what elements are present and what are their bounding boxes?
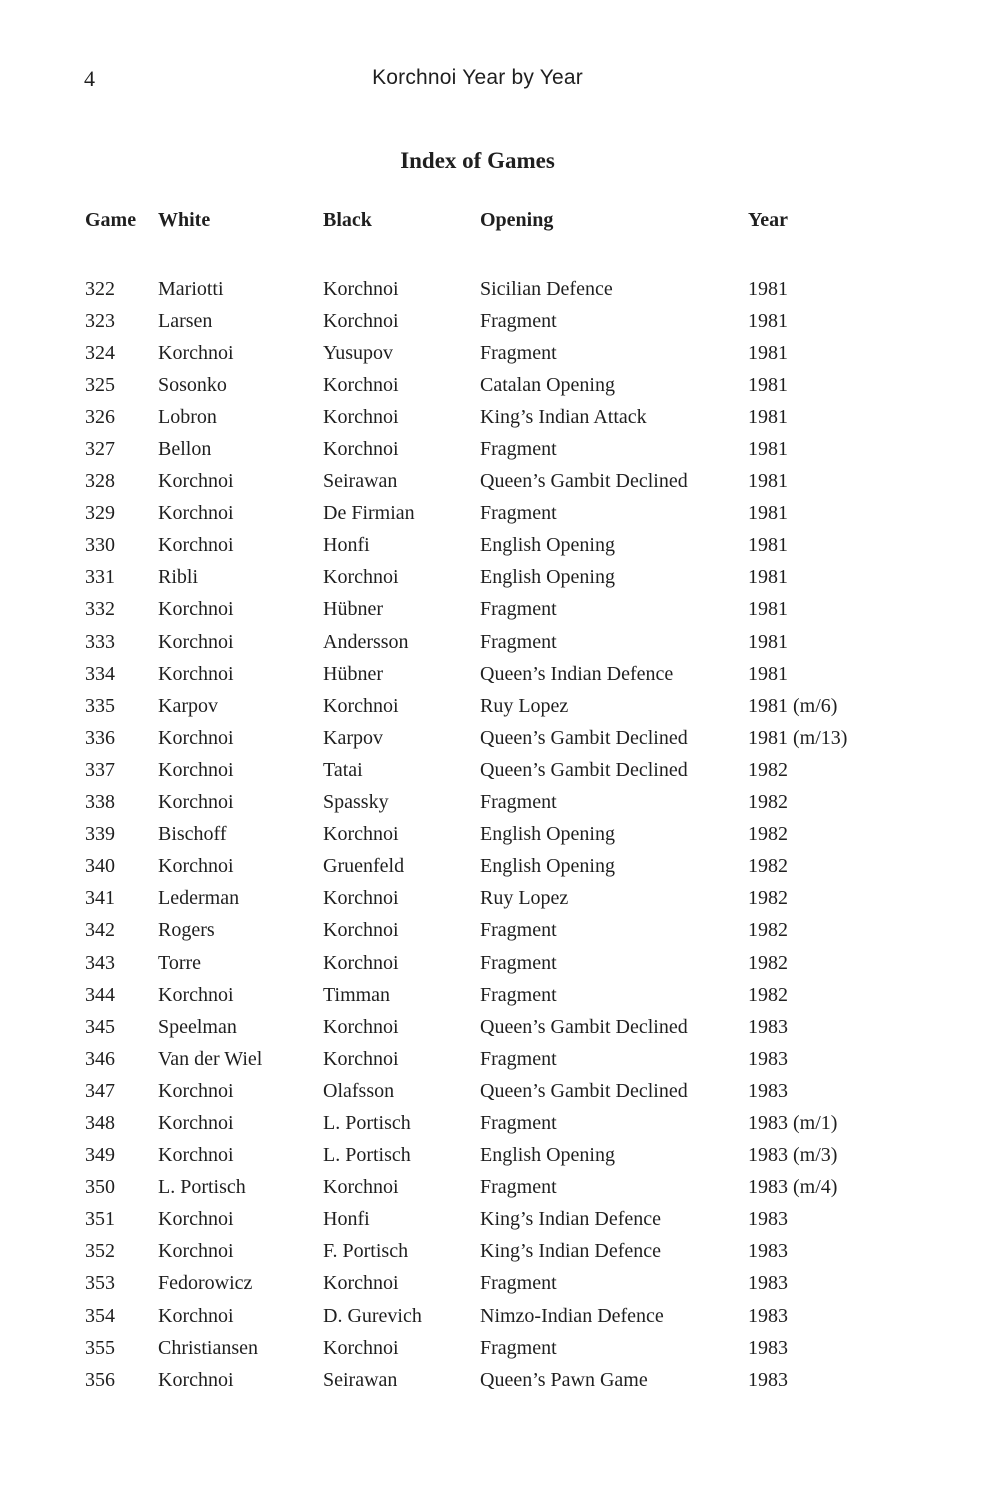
opening-cell: Ruy Lopez — [480, 887, 569, 910]
opening-cell: Queen’s Pawn Game — [480, 1368, 648, 1391]
opening-cell: Fragment — [480, 919, 557, 942]
opening-cell: Fragment — [480, 341, 557, 364]
year-cell: 1982 — [748, 823, 788, 846]
white-player-cell: Ribli — [158, 566, 199, 589]
white-player-cell: Korchnoi — [158, 1111, 234, 1134]
year-cell: 1981 — [748, 438, 788, 461]
opening-cell: Queen’s Gambit Declined — [480, 726, 688, 749]
game-number-cell: 348 — [85, 1111, 115, 1134]
table-row — [85, 915, 908, 947]
opening-cell: Ruy Lopez — [480, 694, 569, 717]
black-player-cell: Olafsson — [323, 1079, 395, 1102]
game-number-cell: 353 — [85, 1272, 115, 1295]
table-header-row — [85, 209, 908, 241]
black-player-cell: Korchnoi — [323, 919, 399, 942]
year-cell: 1983 — [748, 1272, 788, 1295]
year-cell: 1981 — [748, 630, 788, 653]
white-player-cell: Larsen — [158, 309, 213, 332]
white-player-cell: Korchnoi — [158, 855, 234, 878]
game-number-cell: 325 — [85, 373, 115, 396]
year-cell: 1982 — [748, 887, 788, 910]
game-number-cell: 334 — [85, 662, 115, 685]
running-head: Korchnoi Year by Year — [372, 66, 583, 89]
year-cell: 1981 — [748, 662, 788, 685]
black-player-cell: Yusupov — [323, 341, 394, 364]
game-number-cell: 349 — [85, 1144, 115, 1167]
year-cell: 1981 — [748, 309, 788, 332]
table-row — [85, 1043, 908, 1075]
opening-cell: Fragment — [480, 951, 557, 974]
black-player-cell: L. Portisch — [323, 1144, 411, 1167]
table-row — [85, 466, 908, 498]
white-player-cell: Bellon — [158, 438, 212, 461]
black-player-cell: Korchnoi — [323, 1015, 399, 1038]
year-cell: 1981 — [748, 502, 788, 525]
game-number-cell: 339 — [85, 823, 115, 846]
white-player-cell: Mariotti — [158, 277, 224, 300]
table-row — [85, 658, 908, 690]
table-row — [85, 1172, 908, 1204]
black-player-cell: Korchnoi — [323, 1336, 399, 1359]
black-player-cell: Korchnoi — [323, 405, 399, 428]
black-player-cell: Spassky — [323, 791, 389, 814]
black-player-cell: Gruenfeld — [323, 855, 405, 878]
black-player-cell: Honfi — [323, 1208, 370, 1231]
table-row — [85, 1011, 908, 1043]
opening-cell: King’s Indian Attack — [480, 405, 647, 428]
white-player-cell: Korchnoi — [158, 502, 234, 525]
opening-cell: Queen’s Gambit Declined — [480, 1015, 688, 1038]
year-cell: 1983 (m/4) — [748, 1176, 838, 1199]
year-cell: 1983 — [748, 1047, 788, 1070]
black-player-cell: Korchnoi — [323, 1176, 399, 1199]
opening-cell: Fragment — [480, 309, 557, 332]
table-row — [85, 498, 908, 530]
black-player-cell: Karpov — [323, 726, 383, 749]
game-number-cell: 350 — [85, 1176, 115, 1199]
game-number-cell: 341 — [85, 887, 115, 910]
white-player-cell: Korchnoi — [158, 1208, 234, 1231]
opening-cell: Fragment — [480, 1336, 557, 1359]
white-player-cell: Van der Wiel — [158, 1047, 263, 1070]
opening-cell: Fragment — [480, 1176, 557, 1199]
year-cell: 1983 — [748, 1079, 788, 1102]
black-player-cell: Hübner — [323, 662, 383, 685]
black-player-cell: Hübner — [323, 598, 383, 621]
black-player-cell: De Firmian — [323, 502, 415, 525]
table-row — [85, 883, 908, 915]
white-player-cell: Korchnoi — [158, 983, 234, 1006]
game-number-cell: 345 — [85, 1015, 115, 1038]
opening-cell: English Opening — [480, 1144, 615, 1167]
table-row — [85, 819, 908, 851]
game-number-cell: 331 — [85, 566, 115, 589]
opening-cell: Queen’s Indian Defence — [480, 662, 674, 685]
table-row — [85, 787, 908, 819]
column-header-year: Year — [748, 209, 788, 231]
white-player-cell: Korchnoi — [158, 726, 234, 749]
table-row — [85, 1107, 908, 1139]
year-cell: 1982 — [748, 919, 788, 942]
opening-cell: English Opening — [480, 534, 615, 557]
white-player-cell: Lederman — [158, 887, 240, 910]
table-row — [85, 401, 908, 433]
game-number-cell: 322 — [85, 277, 115, 300]
opening-cell: King’s Indian Defence — [480, 1240, 662, 1263]
game-number-cell: 326 — [85, 405, 115, 428]
game-number-cell: 330 — [85, 534, 115, 557]
game-number-cell: 329 — [85, 502, 115, 525]
year-cell: 1981 — [748, 470, 788, 493]
table-row — [85, 947, 908, 979]
table-row — [85, 1075, 908, 1107]
white-player-cell: Korchnoi — [158, 341, 234, 364]
year-cell: 1983 — [748, 1304, 788, 1327]
opening-cell: Fragment — [480, 630, 557, 653]
game-number-cell: 356 — [85, 1368, 115, 1391]
opening-cell: Fragment — [480, 502, 557, 525]
year-cell: 1983 — [748, 1368, 788, 1391]
game-number-cell: 336 — [85, 726, 115, 749]
page-number: 4 — [84, 66, 95, 91]
black-player-cell: Korchnoi — [323, 1272, 399, 1295]
white-player-cell: Korchnoi — [158, 534, 234, 557]
black-player-cell: Andersson — [323, 630, 409, 653]
black-player-cell: Seirawan — [323, 470, 398, 493]
table-row — [85, 722, 908, 754]
game-number-cell: 351 — [85, 1208, 115, 1231]
black-player-cell: Korchnoi — [323, 887, 399, 910]
opening-cell: Fragment — [480, 983, 557, 1006]
black-player-cell: Korchnoi — [323, 373, 399, 396]
game-number-cell: 328 — [85, 470, 115, 493]
section-title: Index of Games — [400, 148, 555, 173]
opening-cell: Fragment — [480, 438, 557, 461]
table-row — [85, 979, 908, 1011]
table-row — [85, 1268, 908, 1300]
table-row — [85, 626, 908, 658]
game-number-cell: 355 — [85, 1336, 115, 1359]
column-header-black: Black — [323, 209, 372, 231]
table-row — [85, 433, 908, 465]
white-player-cell: Bischoff — [158, 823, 227, 846]
black-player-cell: Korchnoi — [323, 1047, 399, 1070]
white-player-cell: Korchnoi — [158, 791, 234, 814]
table-row — [85, 305, 908, 337]
game-number-cell: 324 — [85, 341, 115, 364]
year-cell: 1983 — [748, 1336, 788, 1359]
opening-cell: Fragment — [480, 1111, 557, 1134]
game-number-cell: 343 — [85, 951, 115, 974]
white-player-cell: Korchnoi — [158, 470, 234, 493]
year-cell: 1981 — [748, 566, 788, 589]
white-player-cell: Korchnoi — [158, 598, 234, 621]
opening-cell: Fragment — [480, 1272, 557, 1295]
games-index-table — [85, 209, 908, 1396]
opening-cell: Fragment — [480, 598, 557, 621]
table-row — [85, 1300, 908, 1332]
opening-cell: Catalan Opening — [480, 373, 615, 396]
table-row — [85, 1236, 908, 1268]
white-player-cell: Korchnoi — [158, 1368, 234, 1391]
black-player-cell: F. Portisch — [323, 1240, 409, 1263]
table-row — [85, 273, 908, 305]
black-player-cell: Tatai — [323, 758, 363, 781]
opening-cell: Fragment — [480, 1047, 557, 1070]
table-row — [85, 690, 908, 722]
black-player-cell: Korchnoi — [323, 823, 399, 846]
table-row — [85, 562, 908, 594]
black-player-cell: Timman — [323, 983, 391, 1006]
white-player-cell: Rogers — [158, 919, 215, 942]
year-cell: 1981 (m/6) — [748, 694, 838, 717]
white-player-cell: Korchnoi — [158, 1304, 234, 1327]
opening-cell: Sicilian Defence — [480, 277, 613, 300]
black-player-cell: Korchnoi — [323, 438, 399, 461]
table-row — [85, 530, 908, 562]
game-number-cell: 352 — [85, 1240, 115, 1263]
white-player-cell: Sosonko — [158, 373, 227, 396]
game-number-cell: 340 — [85, 855, 115, 878]
year-cell: 1982 — [748, 791, 788, 814]
table-row — [85, 1140, 908, 1172]
opening-cell: Queen’s Gambit Declined — [480, 1079, 688, 1102]
black-player-cell: Korchnoi — [323, 951, 399, 974]
game-number-cell: 337 — [85, 758, 115, 781]
white-player-cell: Korchnoi — [158, 758, 234, 781]
game-number-cell: 347 — [85, 1079, 115, 1102]
year-cell: 1982 — [748, 855, 788, 878]
year-cell: 1982 — [748, 758, 788, 781]
table-body — [85, 273, 908, 1396]
opening-cell: King’s Indian Defence — [480, 1208, 662, 1231]
game-number-cell: 344 — [85, 983, 115, 1006]
game-number-cell: 327 — [85, 438, 115, 461]
opening-cell: English Opening — [480, 855, 615, 878]
black-player-cell: D. Gurevich — [323, 1304, 422, 1327]
game-number-cell: 346 — [85, 1047, 115, 1070]
table-row — [85, 1364, 908, 1396]
game-number-cell: 333 — [85, 630, 115, 653]
white-player-cell: Lobron — [158, 405, 217, 428]
table-row — [85, 1332, 908, 1364]
white-player-cell: Korchnoi — [158, 1240, 234, 1263]
year-cell: 1981 — [748, 341, 788, 364]
column-header-opening: Opening — [480, 209, 554, 231]
year-cell: 1981 — [748, 534, 788, 557]
opening-cell: Queen’s Gambit Declined — [480, 758, 688, 781]
opening-cell: Nimzo-Indian Defence — [480, 1304, 664, 1327]
table-row — [85, 594, 908, 626]
year-cell: 1983 (m/3) — [748, 1144, 838, 1167]
year-cell: 1982 — [748, 983, 788, 1006]
white-player-cell: L. Portisch — [158, 1176, 246, 1199]
year-cell: 1983 (m/1) — [748, 1111, 838, 1134]
black-player-cell: Korchnoi — [323, 566, 399, 589]
black-player-cell: L. Portisch — [323, 1111, 411, 1134]
year-cell: 1981 (m/13) — [748, 726, 848, 749]
black-player-cell: Seirawan — [323, 1368, 398, 1391]
game-number-cell: 335 — [85, 694, 115, 717]
white-player-cell: Korchnoi — [158, 630, 234, 653]
game-number-cell: 332 — [85, 598, 115, 621]
table-row — [85, 851, 908, 883]
table-row — [85, 754, 908, 786]
game-number-cell: 354 — [85, 1304, 115, 1327]
opening-cell: English Opening — [480, 566, 615, 589]
black-player-cell: Korchnoi — [323, 309, 399, 332]
black-player-cell: Korchnoi — [323, 694, 399, 717]
game-number-cell: 323 — [85, 309, 115, 332]
opening-cell: Fragment — [480, 791, 557, 814]
opening-cell: Queen’s Gambit Declined — [480, 470, 688, 493]
year-cell: 1983 — [748, 1240, 788, 1263]
game-number-cell: 338 — [85, 791, 115, 814]
year-cell: 1981 — [748, 598, 788, 621]
white-player-cell: Torre — [158, 951, 202, 974]
white-player-cell: Korchnoi — [158, 662, 234, 685]
column-header-white: White — [158, 209, 211, 231]
white-player-cell: Fedorowicz — [158, 1272, 253, 1295]
year-cell: 1983 — [748, 1208, 788, 1231]
year-cell: 1983 — [748, 1015, 788, 1038]
year-cell: 1982 — [748, 951, 788, 974]
white-player-cell: Korchnoi — [158, 1144, 234, 1167]
game-number-cell: 342 — [85, 919, 115, 942]
white-player-cell: Karpov — [158, 694, 218, 717]
white-player-cell: Speelman — [158, 1015, 237, 1038]
black-player-cell: Korchnoi — [323, 277, 399, 300]
black-player-cell: Honfi — [323, 534, 370, 557]
white-player-cell: Christiansen — [158, 1336, 258, 1359]
year-cell: 1981 — [748, 405, 788, 428]
year-cell: 1981 — [748, 277, 788, 300]
table-row — [85, 369, 908, 401]
year-cell: 1981 — [748, 373, 788, 396]
opening-cell: English Opening — [480, 823, 615, 846]
table-row — [85, 337, 908, 369]
table-row — [85, 1204, 908, 1236]
white-player-cell: Korchnoi — [158, 1079, 234, 1102]
column-header-game: Game — [85, 209, 137, 231]
